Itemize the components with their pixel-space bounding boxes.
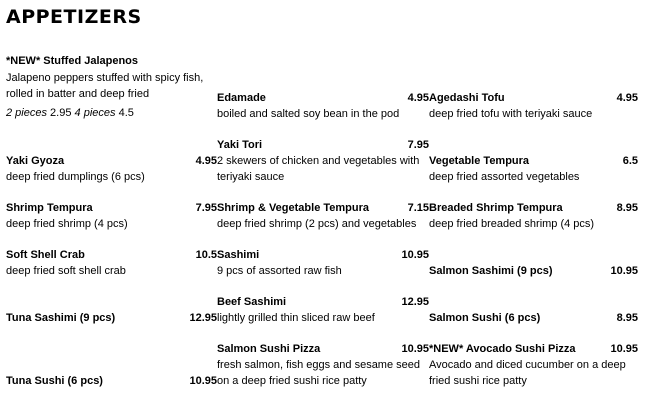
item-price: 10.5	[195, 249, 217, 261]
item-price: 6.5	[622, 155, 638, 167]
item-description: deep fried assorted vegetables	[429, 171, 580, 183]
item-description: deep fried shrimp (2 pcs) and vegetables	[217, 218, 417, 230]
item-name: Vegetable Tempura	[429, 155, 530, 167]
item-name: Yaki Gyoza	[6, 155, 65, 167]
item-price: 12.95	[189, 312, 217, 324]
item-name: *NEW* Avocado Sushi Pizza	[429, 343, 576, 355]
item-price: 4.95	[407, 92, 429, 104]
item-price: 7.95	[407, 139, 429, 151]
item-name: Salmon Sushi (6 pcs)	[429, 312, 541, 324]
item-description: deep fried shrimp (4 pcs)	[6, 218, 128, 230]
item-name: Edamade	[217, 92, 266, 104]
item-price: 10.95	[401, 249, 429, 261]
item-description: on a deep fried sushi rice patty	[217, 375, 367, 387]
item-name: *NEW* Stuffed Jalapenos	[6, 55, 139, 67]
item-name: Salmon Sashimi (9 pcs)	[429, 265, 553, 277]
size-label: 4 pieces	[74, 107, 116, 119]
item-name: Soft Shell Crab	[6, 249, 85, 261]
item-price: 7.15	[407, 202, 429, 214]
item-price: 4.95	[195, 155, 217, 167]
item-name: Shrimp & Vegetable Tempura	[217, 202, 370, 214]
item-name: Breaded Shrimp Tempura	[429, 202, 563, 214]
item-price: 7.95	[195, 202, 217, 214]
item-description: fresh salmon, fish eggs and sesame seed	[217, 359, 421, 371]
item-description: fried sushi rice patty	[429, 375, 527, 387]
size-label: 2 pieces	[6, 107, 47, 119]
item-price: 8.95	[616, 312, 638, 324]
item-price: 10.95	[189, 375, 217, 387]
item-description: Jalapeno peppers stuffed with spicy fish,	[6, 72, 204, 84]
item-description: deep fried breaded shrimp (4 pcs)	[429, 218, 595, 230]
item-description: deep fried dumplings (6 pcs)	[6, 171, 145, 183]
item-name: Shrimp Tempura	[6, 202, 93, 214]
section-title: APPETIZERS	[6, 6, 142, 28]
item-description: teriyaki sauce	[217, 171, 285, 183]
item-description: deep fried soft shell crab	[6, 265, 126, 277]
item-name: Sashimi	[217, 249, 260, 261]
item-name: Tuna Sushi (6 pcs)	[6, 375, 103, 387]
item-name: Tuna Sashimi (9 pcs)	[6, 312, 116, 324]
item-description: 9 pcs of assorted raw fish	[217, 265, 342, 277]
item-price: 2.95	[50, 107, 72, 119]
item-price: 4.5	[118, 107, 134, 119]
item-name: Agedashi Tofu	[429, 92, 505, 104]
item-size-prices	[6, 107, 134, 119]
item-price: 8.95	[616, 202, 638, 214]
item-price: 4.95	[616, 92, 638, 104]
item-price: 10.95	[401, 343, 429, 355]
item-description: deep fried tofu with teriyaki sauce	[429, 108, 593, 120]
item-price: 12.95	[401, 296, 429, 308]
item-description: Avocado and diced cucumber on a deep	[429, 359, 626, 371]
item-description: lightly grilled thin sliced raw beef	[217, 312, 375, 324]
item-price: 10.95	[610, 265, 638, 277]
item-price: 10.95	[610, 343, 638, 355]
item-description: boiled and salted soy bean in the pod	[217, 108, 400, 120]
item-name: Beef Sashimi	[217, 296, 287, 308]
item-name: Salmon Sushi Pizza	[217, 343, 321, 355]
item-description: rolled in batter and deep fried	[6, 88, 150, 100]
item-description: 2 skewers of chicken and vegetables with	[217, 155, 420, 167]
item-name: Yaki Tori	[217, 139, 263, 151]
